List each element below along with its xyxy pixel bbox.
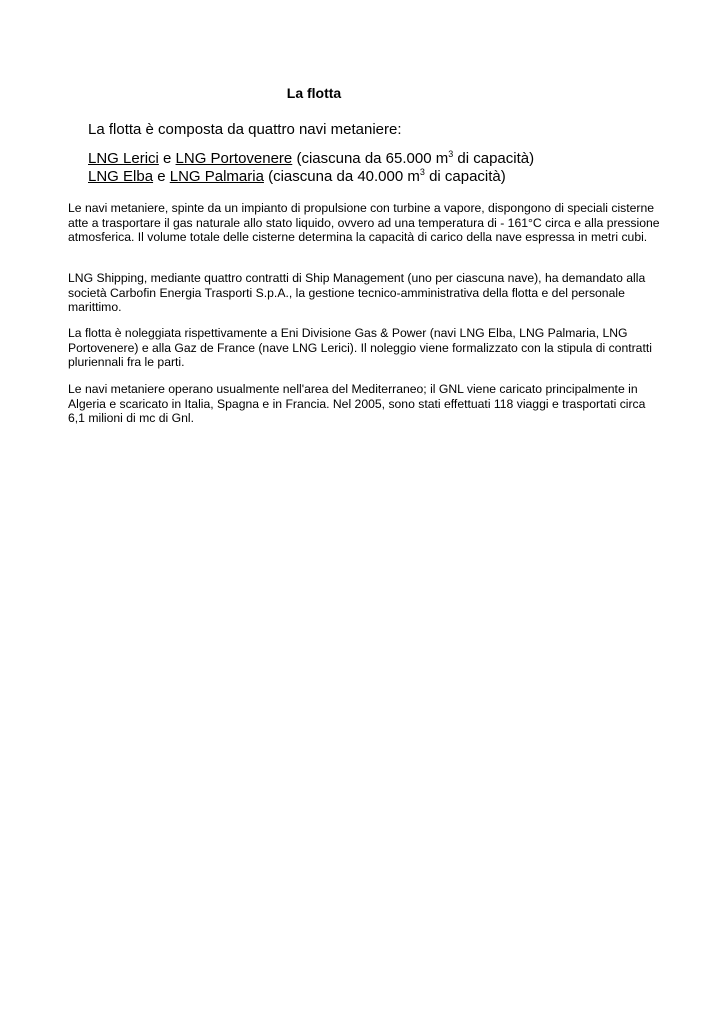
- capacity-value: (ciascuna da 40.000 m: [268, 168, 420, 185]
- capacity-suffix: di capacità): [457, 150, 535, 167]
- ship-link-lng-elba[interactable]: LNG Elba: [88, 168, 154, 185]
- page-title: La flotta: [286, 85, 342, 101]
- ship-line-2: [88, 168, 534, 186]
- capacity-unit-exponent: 3: [419, 167, 425, 177]
- capacity-unit-exponent: 3: [448, 149, 454, 159]
- paragraph-ships-description: Le navi metaniere, spinte da un impianto di propulsione con turbine a vapore, dispongono di speciali cisterne atte a trasportare il gas naturale allo stato liquido, ovvero ad una temperatura di - 161°C circa e alla pressione atmosferica. Il volume totale delle cisterne determina la capacità di carico della nave espressa in metri cubi.: [68, 201, 660, 245]
- capacity-value: (ciascuna da 65.000 m: [296, 150, 449, 167]
- ship-line-1: [88, 150, 534, 168]
- ship-conjunction: e: [157, 168, 166, 185]
- paragraph-charter: La flotta è noleggiata rispettivamente a Eni Divisione Gas & Power (navi LNG Elba, LNG Palmaria, LNG Portovenere) e alla Gaz de France (nave LNG Lerici). Il noleggio viene formalizzato con la stipula di contratti pluriennali fra le parti.: [68, 326, 652, 370]
- ship-conjunction: e: [163, 150, 172, 167]
- paragraph-operations: Le navi metaniere operano usualmente nell'area del Mediterraneo; il GNL viene caricato principalmente in Algeria e scaricato in Italia, Spagna e in Francia. Nel 2005, sono stati effettuati 118 viaggi e trasportati circa 6,1 milioni di mc di Gnl.: [68, 382, 646, 426]
- ship-link-lng-palmaria[interactable]: LNG Palmaria: [169, 168, 264, 185]
- ship-capacity: [268, 168, 506, 185]
- ship-link-lng-portovenere[interactable]: LNG Portovenere: [175, 150, 293, 167]
- ship-capacity: [296, 150, 534, 167]
- intro-text: La flotta è composta da quattro navi metaniere:: [88, 121, 402, 138]
- paragraph-ship-management: LNG Shipping, mediante quattro contratti di Ship Management (uno per ciascuna nave), ha demandato alla società Carbofin Energia Trasporti S.p.A., la gestione tecnico-amministrativa della flotta e del personale marittimo.: [68, 271, 646, 315]
- ship-list: [88, 150, 534, 186]
- ship-link-lng-lerici[interactable]: LNG Lerici: [88, 150, 159, 167]
- capacity-suffix: di capacità): [429, 168, 506, 185]
